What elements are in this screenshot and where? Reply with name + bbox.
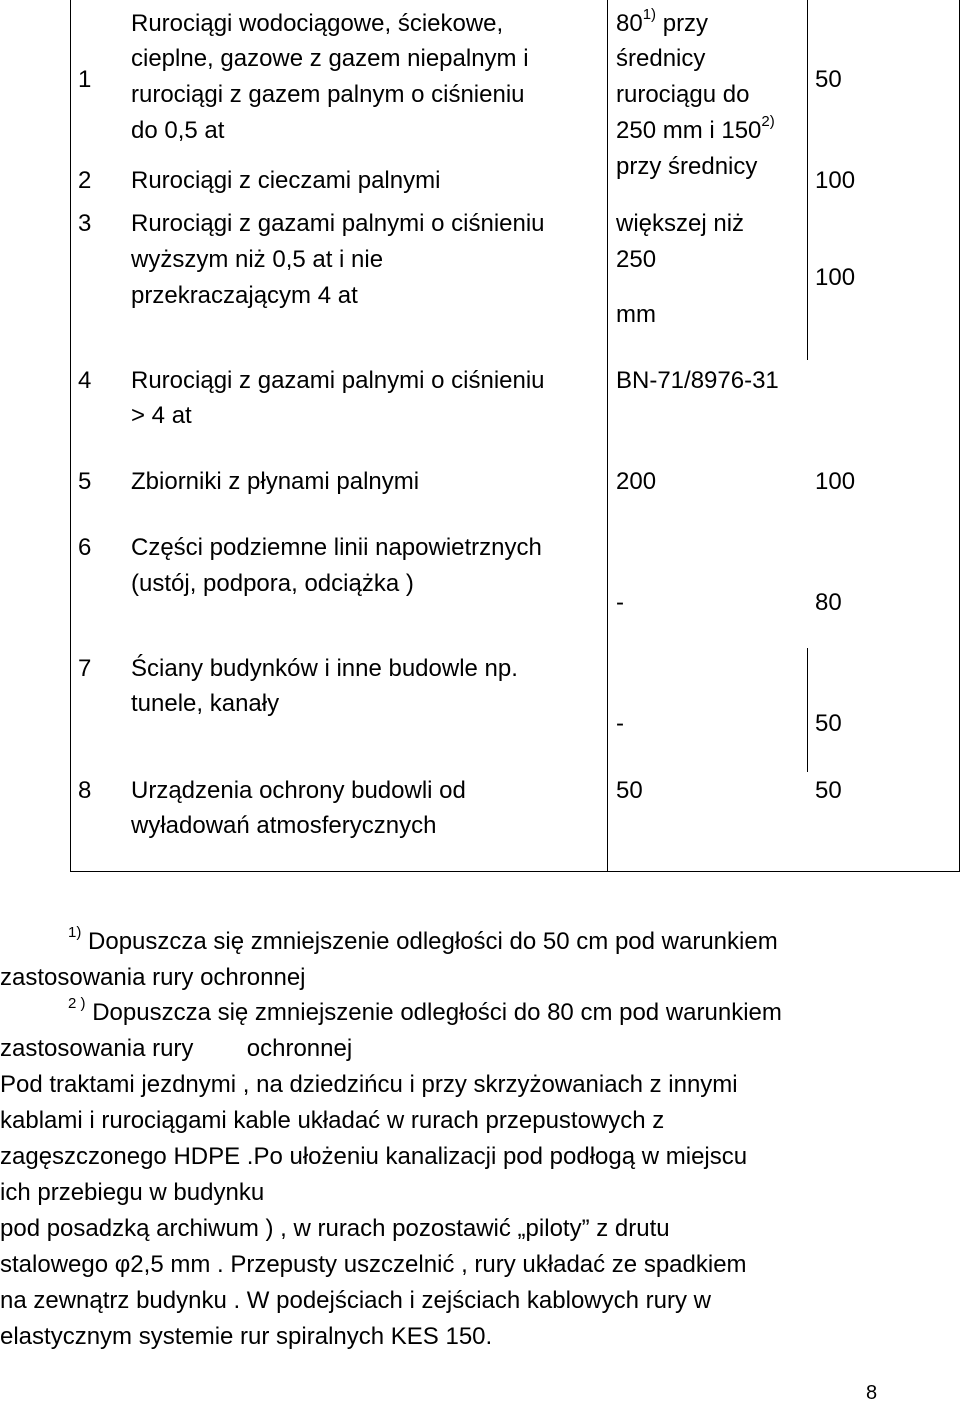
row-2-description-line-1: Rurociągi z cieczami palnymi bbox=[131, 167, 441, 194]
row-6-value-2: 80 bbox=[815, 589, 842, 616]
paragraph-line-2: kablami i rurociągami kable układać w rurach przepustowych z bbox=[0, 1107, 665, 1134]
row-8-value-2: 50 bbox=[815, 777, 842, 804]
row-7-value-1: - bbox=[616, 710, 624, 737]
row-3-description-line-3: przekraczającym 4 at bbox=[131, 282, 358, 309]
footnote-marker-2: 2) bbox=[761, 113, 775, 130]
footnote-1-marker: 1) bbox=[68, 924, 82, 941]
merged-value-1-line-1 bbox=[616, 6, 708, 41]
merged-value-1-line-8: mm bbox=[616, 301, 656, 328]
paragraph-line-1: Pod traktami jezdnymi , na dziedzińcu i przy skrzyżowaniach z innymi bbox=[0, 1071, 738, 1098]
row-5-number: 5 bbox=[78, 468, 92, 495]
footnote-marker-1: 1) bbox=[642, 6, 657, 23]
row-6-value-1: - bbox=[616, 589, 624, 616]
merged-value-1-line-2: średnicy bbox=[616, 45, 706, 72]
row-7-description-line-1: Ściany budynków i inne budowle np. bbox=[131, 655, 518, 682]
row-6-description-line-2: (ustój, podpora, odciążka ) bbox=[131, 570, 414, 597]
row-5-value-1: 200 bbox=[616, 468, 657, 495]
paragraph-line-6: stalowego φ2,5 mm . Przepusty uszczelnić , rury układać ze spadkiem bbox=[0, 1251, 747, 1278]
row-2-number: 2 bbox=[78, 167, 92, 194]
row-5-value-2: 100 bbox=[815, 468, 856, 495]
merged-value-1-line-5: przy średnicy bbox=[616, 153, 758, 180]
row-8-number: 8 bbox=[78, 777, 92, 804]
row-8-description-line-2: wyładowań atmosferycznych bbox=[131, 812, 437, 839]
table-divider-description bbox=[607, 0, 608, 872]
row-4-description-line-1: Rurociągi z gazami palnymi o ciśnieniu bbox=[131, 367, 545, 394]
merged-value-1-line-7: 250 bbox=[616, 246, 657, 273]
paragraph-line-5: pod posadzką archiwum ) , w rurach pozostawić „piloty” z drutu bbox=[0, 1215, 670, 1242]
merged-value-1-line-4-value: 250 mm i 150 bbox=[616, 117, 762, 144]
row-8-value-1: 50 bbox=[616, 777, 643, 804]
row-1-description-line-2: cieplne, gazowe z gazem niepalnym i bbox=[131, 45, 529, 72]
row-3-description-line-2: wyższym niż 0,5 at i nie bbox=[131, 246, 384, 273]
row-6-number: 6 bbox=[78, 534, 92, 561]
row-8-description-line-1: Urządzenia ochrony budowli od bbox=[131, 777, 466, 804]
paragraph-line-4: ich przebiegu w budynku bbox=[0, 1179, 265, 1206]
row-4-description-line-2: > 4 at bbox=[131, 402, 192, 429]
footnote-2-line-1 bbox=[68, 995, 782, 1031]
row-1-description-line-1: Rurociągi wodociągowe, ściekowe, bbox=[131, 10, 504, 37]
table-border-left bbox=[70, 0, 71, 872]
footnote-2-marker: 2 ) bbox=[68, 995, 86, 1012]
table-border-bottom bbox=[70, 871, 960, 872]
paragraph-line-7: na zewnątrz budynku . W podejściach i zejściach kablowych rury w bbox=[0, 1287, 711, 1314]
row-1-value-2: 50 bbox=[815, 66, 842, 93]
merged-value-1-line-4 bbox=[616, 113, 775, 148]
row-3-value-2: 100 bbox=[815, 264, 856, 291]
row-7-value-2: 50 bbox=[815, 710, 842, 737]
row-6-description-line-1: Części podziemne linii napowietrznych bbox=[131, 534, 542, 561]
footnote-1-line-1 bbox=[68, 924, 778, 960]
row-7-number: 7 bbox=[78, 655, 92, 682]
merged-value-1-line-3: rurociągu do bbox=[616, 81, 750, 108]
page-number: 8 bbox=[866, 1382, 878, 1404]
merged-value-1-line-1-value: 80 bbox=[616, 10, 643, 37]
merged-value-1-line-1-text: przy bbox=[662, 10, 709, 37]
row-7-description-line-2: tunele, kanały bbox=[131, 690, 280, 717]
row-5-description-line-1: Zbiorniki z płynami palnymi bbox=[131, 468, 420, 495]
distance-table bbox=[70, 0, 960, 872]
row-4-value-1: BN-71/8976-31 bbox=[616, 367, 779, 394]
paragraph-line-3: zagęszczonego HDPE .Po ułożeniu kanalizacji pod podłogą w miejscu bbox=[0, 1143, 748, 1170]
paragraph-line-8: elastycznym systemie rur spiralnych KES 150. bbox=[0, 1323, 493, 1350]
footnote-1-line-2: zastosowania rury ochronnej bbox=[0, 964, 306, 991]
footnote-2-text: Dopuszcza się zmniejszenie odległości do 80 cm pod warunkiem bbox=[92, 999, 782, 1026]
row-3-description-line-1: Rurociągi z gazami palnymi o ciśnieniu bbox=[131, 210, 545, 237]
footnote-1-text: Dopuszcza się zmniejszenie odległości do 50 cm pod warunkiem bbox=[88, 928, 778, 955]
row-2-value-2: 100 bbox=[815, 167, 856, 194]
row-1-number: 1 bbox=[78, 66, 92, 93]
table-divider-values-lower bbox=[807, 648, 808, 772]
row-3-number: 3 bbox=[78, 210, 92, 237]
row-1-description-line-4: do 0,5 at bbox=[131, 117, 225, 144]
merged-value-1-line-6: większej niż bbox=[616, 210, 745, 237]
footnote-2-line-2: zastosowania rury ochronnej bbox=[0, 1035, 353, 1062]
table-divider-values bbox=[807, 0, 808, 360]
row-1-description-line-3: rurociągi z gazem palnym o ciśnieniu bbox=[131, 81, 525, 108]
row-4-number: 4 bbox=[78, 367, 92, 394]
